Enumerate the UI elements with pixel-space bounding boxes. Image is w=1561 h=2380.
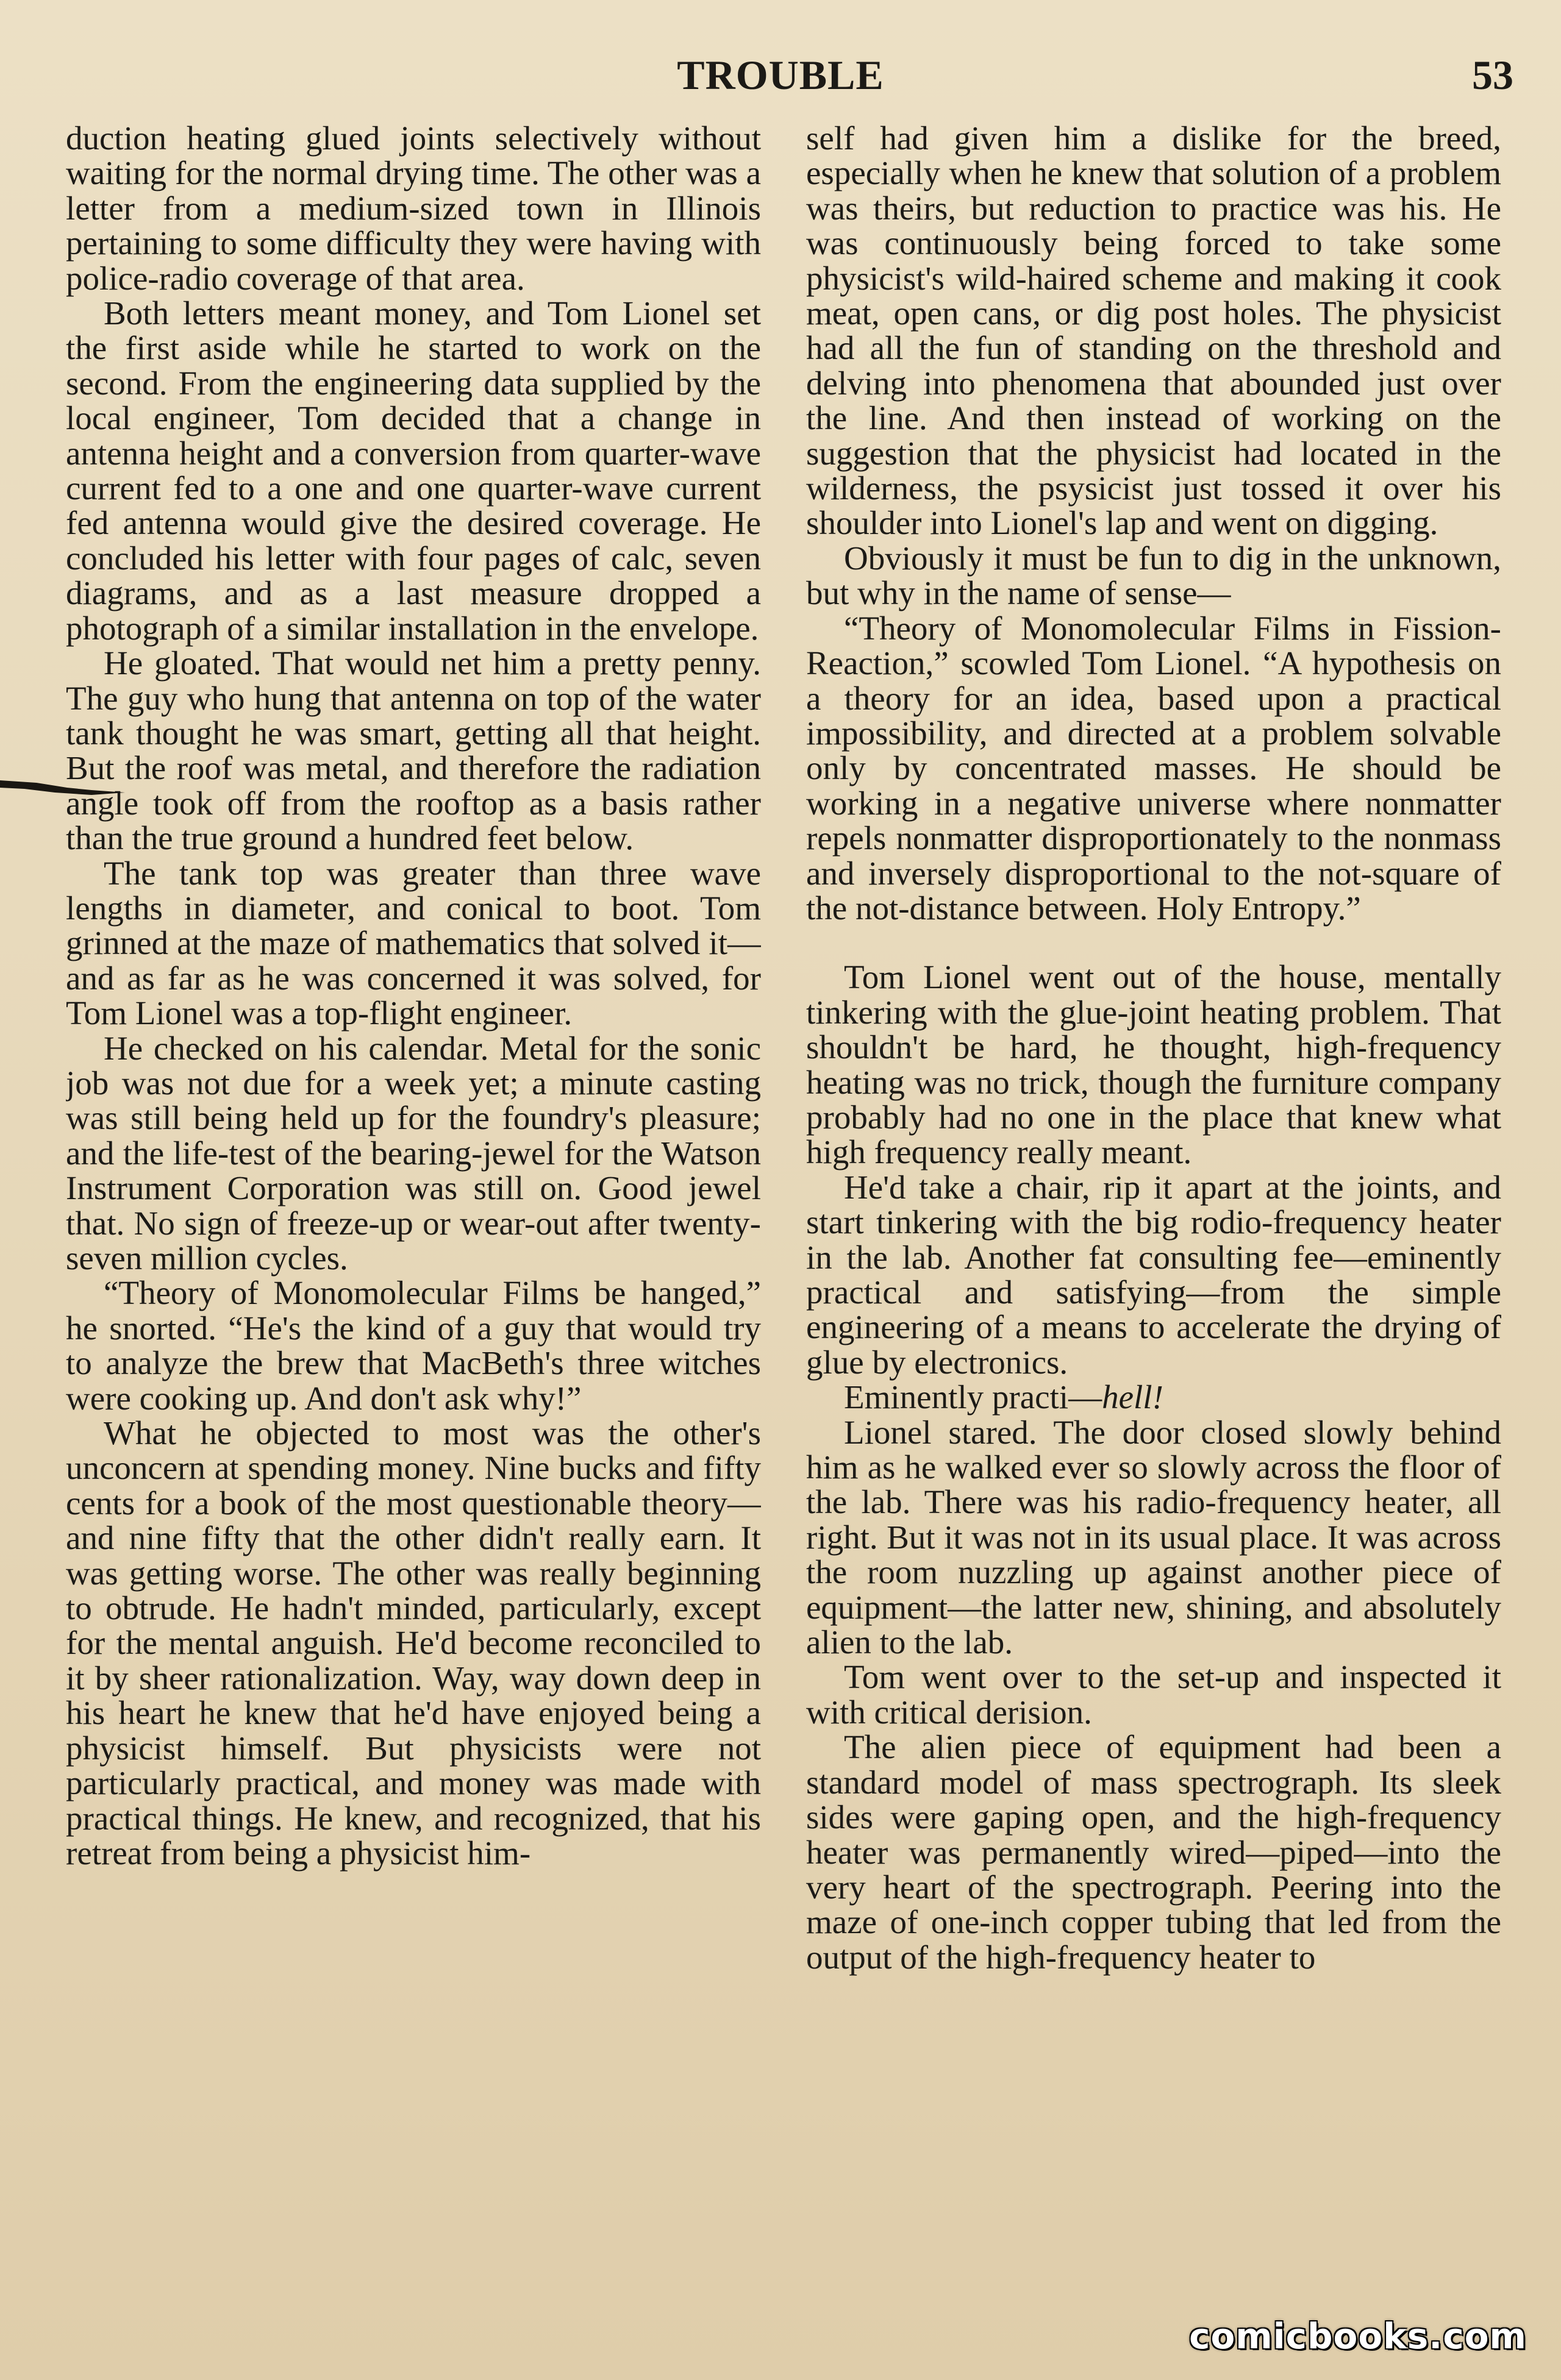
running-title: TROUBLE — [677, 52, 884, 98]
page-number: 53 — [1472, 52, 1513, 98]
paragraph — [806, 1659, 1501, 1730]
paragraph-text: “Theory of Monomolecular Films be hanged,” he snorted. “He's the kind of a guy that would try to analyze the brew that MacBeth's three witches were cooking up. And don't ask why!” — [66, 1274, 761, 1417]
paragraph-text: self had given him a dislike for the breed, especially when he knew that solution of a problem was theirs, but reduction to practice was his. He was continuously being forced to take some physicist's wild-haired scheme and making it cook meat, open cans, or dig post holes. The physicist had all the fun of standing on the threshold and delving into phenomena that abounded just over the line. And then instead of working on the suggestion that the physicist had located in the wilderness, the psysicist just tossed it over his shoulder into Lionel's lap and went on digging. — [806, 121, 1501, 542]
paragraph — [66, 121, 761, 296]
paragraph-text: “Theory of Monomolecular Films in Fission-Reaction,” scowled Tom Lionel. “A hypothesis on a theory for an idea, based upon a practical impossibility, and directed at a problem solvable only by concentrated masses. He should be working in a negative universe where nonmatter repels nonmatter disproportionately to the nonmass and inversely disproportional to the not-square of the not-distance between. Holy Entropy.” — [806, 609, 1501, 927]
paragraph-text: The alien piece of equipment had been a standard model of mass spectrograph. Its sleek sides were gaping open, and the high-frequency heater was permanently wired—piped—into the very heart of the spectrograph. Peering into the maze of one-inch copper tubing that led from the output of the high-frequency heater to — [806, 1728, 1501, 1976]
paragraph — [66, 856, 761, 1031]
paragraph-text: What he objected to most was the other's unconcern at spending money. Nine bucks and fifty cents for a book of the most questionable theory—and nine fifty that the other didn't really earn. It was getting worse. The other was really beginning to obtrude. He hadn't minded, particularly, except for the mental anguish. He'd become reconciled to it by sheer rationalization. Way, way down deep in his heart he knew that he'd have enjoyed being a physicist himself. But physicists were not particularly practical, and money was made with practical things. He knew, and recognized, that his retreat from being a physicist him- — [66, 1414, 761, 1872]
watermark-logo: comicbooks.com — [1189, 2315, 1527, 2357]
paragraph — [806, 1170, 1501, 1380]
paragraph-text: Tom went over to the set-up and inspected it with critical derision. — [806, 1658, 1501, 1731]
paragraph — [66, 1416, 761, 1870]
paragraph-text: Eminently practi— — [844, 1378, 1102, 1416]
paragraph — [806, 541, 1501, 611]
paragraph-text: He gloated. That would net him a pretty penny. The guy who hung that antenna on top of the water tank thought he was smart, getting all that height. But the roof was metal, and therefore the radiation angle took off from the rooftop as a basis rather than the true ground a hundred feet below. — [66, 644, 761, 857]
paragraph — [806, 611, 1501, 926]
paragraph — [806, 960, 1501, 1169]
paragraph-text: The tank top was greater than three wave lengths in diameter, and conical to boot. Tom grinned at the maze of mathematics that solved it—and as far as he was concerned it was solved, for Tom Lionel was a top-flight engineer. — [66, 854, 761, 1032]
left-column — [66, 121, 761, 2328]
paragraph-text: Tom Lionel went out of the house, mentally tinkering with the glue-joint heating problem. That shouldn't be hard, he thought, high-frequency heating was no trick, though the furniture company probably had no one in the place that knew what high frequency really meant. — [806, 958, 1501, 1171]
paragraph-text: He checked on his calendar. Metal for the sonic job was not due for a week yet; a minute casting was still being held up for the foundry's pleasure; and the life-test of the bearing-jewel for the Watson Instrument Corporation was still on. Good jewel that. No sign of freeze-up or wear-out after twenty-seven million cycles. — [66, 1029, 761, 1277]
paragraph — [66, 1031, 761, 1276]
paragraph — [806, 1415, 1501, 1660]
paragraph-text: Obviously it must be fun to dig in the unknown, but why in the name of sense— — [806, 539, 1501, 612]
paragraph-text: Lionel stared. The door closed slowly behind him as he walked ever so slowly across the floor of the lab. There was his radio-frequency heater, all right. But it was not in its usual place. It was across the room nuzzling up against another piece of equipment—the latter new, shining, and absolutely alien to the lab. — [806, 1413, 1501, 1661]
paragraph-text: duction heating glued joints selectively without waiting for the normal drying time. The other was a letter from a medium-sized town in Illinois pertaining to some difficulty they were having with police-radio coverage of that area. — [66, 121, 761, 297]
paragraph — [66, 296, 761, 646]
paragraph-text: Both letters meant money, and Tom Lionel set the first aside while he started to work on the second. From the engineering data supplied by the local engineer, Tom decided that a change in antenna height and a conversion from quarter-wave current fed to a one and one quarter-wave current fed antenna would give the desired coverage. He concluded his letter with four pages of calc, seven diagrams, and as a last measure dropped a photograph of a similar installation in the envelope. — [66, 294, 761, 647]
paragraph — [66, 1275, 761, 1416]
right-column — [806, 121, 1501, 2328]
paragraph-text: He'd take a chair, rip it apart at the joints, and start tinkering with the big rodio-frequency heater in the lab. Another fat consulting fee—eminently practical and satisfying—from the simple engineering of a means to accelerate the drying of glue by electronics. — [806, 1168, 1501, 1381]
paragraph — [66, 646, 761, 855]
paragraph — [806, 1380, 1501, 1414]
paragraph — [806, 121, 1501, 541]
emphasis-text: hell! — [1102, 1378, 1163, 1416]
paragraph — [806, 1730, 1501, 1975]
